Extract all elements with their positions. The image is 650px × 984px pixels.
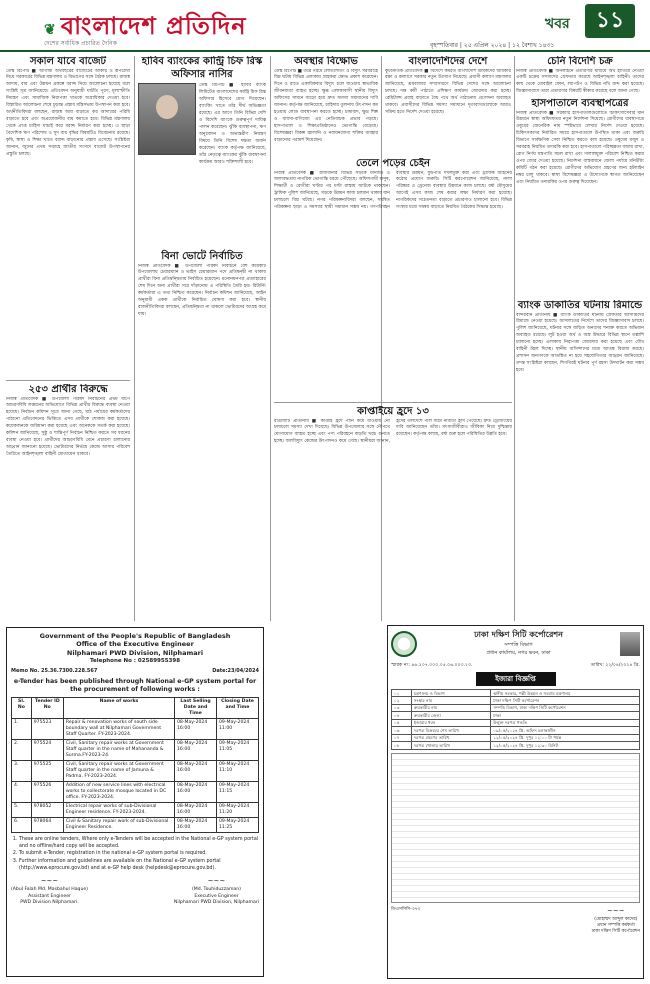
- article-kaptai-column: [274, 406, 512, 621]
- tender-title-office: Office of the Executive Engineer: [76, 640, 194, 649]
- tender-cell: 975525: [31, 761, 63, 782]
- executive-photo: [138, 83, 196, 155]
- tender-signatures: [11, 877, 259, 906]
- tender-cell: 1.: [12, 719, 32, 740]
- section-name: খবর: [545, 16, 570, 32]
- tender-cell: Civil & Sanitary repair work of sub-Divisional Engineer Residence.: [63, 817, 174, 832]
- ad-cell: উন্মুক্ত দরপত্র পদ্ধতি: [491, 719, 640, 726]
- ad-cell: ০৩: [392, 704, 412, 711]
- article-expat-column: [385, 56, 511, 156]
- article-bank-column: [138, 56, 266, 621]
- article-kaptai-body: রাঙামাটি প্রতিনিধি ■ কাপ্তাই হ্রদে পানি কমে যাওয়ায় নৌ চলাচলে সমস্যা দেখা দিয়েছে। বিভিন্ন উপজেলার সঙ্গে নৌপথে যোগাযোগ ব্যাহত হচ্ছে এবং পণ্য পরিবহনে বাড়তি খরচ গুনতে হচ্ছে। জলবিদ্যুৎ কেন্দ্রের উৎপাদনও কমে গেছে। স্থানীয়রা জানান, হ্রদের তলদেশে পলি জমে নাব্যতা হ্রাস পেয়েছে। দ্রুত ড্রেজিংয়ের দাবি জানিয়েছেন তাঁরা। মৎস্যজীবীরাও জীবিকা নিয়ে দুশ্চিন্তায় রয়েছেন। কর্তৃপক্ষ বলছে, বর্ষা শুরু হলে পরিস্থিতির উন্নতি হবে।: [274, 418, 512, 445]
- ad-memo-row: [391, 661, 640, 669]
- ad-cell: ঢাকা দক্ষিণ সিটি কর্পোরেশন: [491, 697, 640, 704]
- ad-cell: ০৫: [392, 719, 412, 726]
- signature-left: [11, 877, 88, 906]
- tender-subtitle: e-Tender has been published through National e-GP system portal for the procurement of following works :: [13, 678, 257, 694]
- headline-unopposed: বিনা ভোটে নির্বাচিত: [161, 251, 243, 262]
- ad-cell: ০৪: [392, 712, 412, 719]
- tender-title-govt: Government of the People's Republic of Bangladesh: [39, 632, 231, 640]
- ad-cell: ঢাকা: [491, 712, 640, 719]
- signatory-name: (Md. Touhiduzzaman): [191, 887, 241, 893]
- article-fraud-body: নিজস্ব প্রতিবেদক ■ অনলাইনে প্রতারণার মাধ্যমে অর্থ হাতিয়ে নেওয়া একটি চক্রের সদস্যদের গ্রেফতার করেছে আইনশৃঙ্খলা বাহিনী। তাদের কাছ থেকে মোবাইল ফোন, ল্যাপটপ ও বিভিন্ন নথি জব্দ করা হয়েছে। জিজ্ঞাসাবাদে তারা প্রতারণার বিষয়টি স্বীকার করেছে বলে জানা গেছে।: [516, 68, 644, 95]
- headline-budget: সকাল যাবে বাজেট: [29, 56, 107, 67]
- ad-organization: ঢাকা দক্ষিণ সিটি কর্পোরেশন: [474, 630, 563, 639]
- tender-date: Date:23/04/2024: [212, 668, 259, 675]
- ad-footer: [391, 907, 640, 935]
- ad-row: [392, 727, 640, 734]
- article-power-body: ডেস্ক রিপোর্ট ■ তীব্র গরমে লোডশেডিং ও বিদ্যুৎ সরবরাহে বিঘ্ন ঘটায় বিভিন্ন এলাকায় গ্রাহকরা ক্ষোভ প্রকাশ করেছেন। দিনে ও রাতে একাধিকবার বিদ্যুৎ চলে যাওয়ায় স্বাভাবিক জীবনযাত্রা ব্যাহত হচ্ছে। ক্ষুব্ধ এলাকাবাসী স্থানীয় বিদ্যুৎ অফিসের সামনে জড়ো হয়ে দ্রুত সমস্যা সমাধানের দাবি জানান। কর্তৃপক্ষ জানিয়েছে, চাহিদার তুলনায় উৎপাদন কম হওয়ায় লোড ব্যবস্থাপনা করতে হচ্ছে। চাষাবাদ, ক্ষুদ্র শিল্প ও ব্যবসা-বাণিজ্যে এর নেতিবাচক প্রভাব পড়ছে। হাসপাতাল ও শিক্ষাপ্রতিষ্ঠানেও ভোগান্তি বেড়েছে। বিশেষজ্ঞরা বিকল্প জ্বালানি ও নবায়নযোগ্য শক্তির ব্যবহার বাড়ানোর পরামর্শ দিয়েছেন।: [274, 68, 378, 144]
- tender-cell: 2.: [12, 740, 32, 761]
- tender-cell: Repair & renovation works of south side boundary wall at Nilphamari Government Staff Quarter. FY-2023-2024.: [63, 719, 174, 740]
- tender-memo-no: Memo No. 25.36.7300.228.567: [11, 668, 98, 675]
- article-expat-body: কূটনৈতিক প্রতিবেদক ■ বিদেশে কর্মরত বাংলাদেশি শ্রমিকদের অধিকার রক্ষা ও কল্যাণে সরকার নতুন উদ্যোগ নিয়েছে। প্রবাসী কল্যাণ মন্ত্রণালয় জানিয়েছে, শ্রমবাজার সম্প্রসারণে বিভিন্ন দেশের সঙ্গে আলোচনা চলছে। দক্ষ কর্মী পাঠাতে প্রশিক্ষণ কার্যক্রম জোরদার করা হচ্ছে। রেমিট্যান্স প্রবাহ বাড়াতে বৈধ পথে অর্থ পাঠানোয় প্রণোদনা অব্যাহত থাকবে। প্রবাসীদের বিভিন্ন সমস্যা সমাধানে দূতাবাসগুলোকে আরও সক্রিয় হতে নির্দেশ দেওয়া হয়েছে।: [385, 68, 511, 116]
- headline-traffic: তেলে পড়ের চেইন: [355, 158, 431, 169]
- ad-title: ইজারা বিজ্ঞপ্তি: [476, 672, 556, 686]
- tender-cell: Civil, Sanitary repair works at Government Staff quarter in the name of Mahananda & Surma.FY-2023-24.: [63, 740, 174, 761]
- tender-cell: Civil, Sanitary repair works at Government Staff quarter in the name of Jamuna & Padma. FY-2023-2024.: [63, 761, 174, 782]
- col-header: Sl. No: [12, 698, 32, 719]
- ad-row: [392, 734, 640, 741]
- ad-table: [391, 689, 640, 750]
- tender-phone: Telephone No : 02589955398: [89, 658, 181, 665]
- article-candidates-body: নিজস্ব প্রতিবেদক ■ উপজেলা পরিষদ নির্বাচনের প্রথম ধাপে আচরণবিধি লঙ্ঘনের অভিযোগে বিভিন্ন প্রার্থীর বিরুদ্ধে ব্যবস্থা নেওয়া হয়েছে। নির্বাচন কমিশন সূত্রে জানা গেছে, মাঠ পর্যায়ের কর্মকর্তাদের পাঠানো প্রতিবেদনের ভিত্তিতে এসব প্রার্থীকে শোকজ করা হয়েছে। কয়েকজনকে জরিমানা করা হয়েছে এবং অনেককে সতর্ক করা হয়েছে। কমিশন জানিয়েছে, সুষ্ঠু ও শান্তিপূর্ণ নির্বাচন নিশ্চিত করতে সব ধরনের ব্যবস্থা নেওয়া হবে। প্রার্থীদের আচরণবিধি মেনে প্রচারণা চালানোর আহ্বান জানানো হয়েছে। ভোটারদের নির্ভয়ে কেন্দ্রে আসার পরিবেশ তৈরিতে আইনশৃঙ্খলা বাহিনী মোতায়েন থাকবে।: [6, 396, 130, 458]
- article-bank-crime-column: [516, 300, 644, 620]
- tender-cell: Addition of new service lines with electrical works to collectorate mosque located in DC office. FY-2023-2024.: [63, 782, 174, 803]
- headline-expat: বাংলাদেশিদের দেশে: [408, 56, 488, 67]
- lease-notice-ad: [387, 625, 644, 979]
- tender-cell: 4.: [12, 782, 32, 803]
- ad-code: ডিএসসিসি-৩৭৩: [391, 906, 421, 912]
- column-divider: [270, 56, 271, 621]
- ad-row: [392, 697, 640, 704]
- tender-title-division: Nilphamari PWD Division, Nilphamari: [66, 648, 204, 657]
- signature-scribble: ~~~: [207, 877, 226, 886]
- tender-cell: 08-May-2024 16:00: [175, 719, 217, 740]
- newspaper-logo: ❦ বাংলাদেশ প্রতিদিন: [44, 11, 247, 40]
- section-divider: [274, 402, 512, 403]
- article-unopposed-body: নিজস্ব প্রতিবেদক ■ উপজেলা পরিষদ নির্বাচনে বেশ কয়েকটি উপজেলায় চেয়ারম্যান ও ভাইস চেয়ারম্যান পদে প্রতিদ্বন্দ্বী না থাকায় প্রার্থীরা বিনা প্রতিদ্বন্দ্বিতায় নির্বাচিত হয়েছেন। মনোনয়নপত্র প্রত্যাহারের শেষ দিনে অন্য প্রার্থীরা সরে দাঁড়ানোয় এ পরিস্থিতি তৈরি হয়। রিটার্নিং কর্মকর্তারা এ তথ্য নিশ্চিত করেছেন। নির্বাচন কমিশন জানিয়েছে, আইন অনুযায়ী একক প্রার্থীকে নির্বাচিত ঘোষণা করা হবে। স্থানীয় রাজনীতিবিদরা বলছেন, প্রতিদ্বন্দ্বিতা না থাকলে ভোটারদের আগ্রহ কমে যায়।: [138, 263, 266, 318]
- ad-signatory-name: (মোহাম্মদ আব্দুল কাদের): [594, 916, 638, 922]
- tender-cell: 09-May-2024 11:25: [216, 817, 258, 832]
- tender-cell: 3.: [12, 761, 32, 782]
- ad-header: [391, 629, 640, 658]
- ad-signatory-org: ঢাকা দক্ষিণ সিটি কর্পোরেশন: [591, 928, 640, 934]
- article-bank-body: ডেস্ক রিপোর্ট ■ হাবিব ব্যাংক লিমিটেড বাংলাদেশের কান্ট্রি চিফ রিস্ক অফিসার হিসেবে যোগ দিয়েছেন। ব্যাংকিং খাতে তাঁর দীর্ঘ অভিজ্ঞতা রয়েছে। এর আগে তিনি বিভিন্ন দেশি ও বিদেশি ব্যাংকে গুরুত্বপূর্ণ দায়িত্ব পালন করেছেন। ঝুঁকি ব্যবস্থাপনা, ঋণ অনুমোদন ও অভ্যন্তরীণ নিয়ন্ত্রণ বিষয়ে তিনি বিশেষ দক্ষতা অর্জন করেছেন। ব্যাংক কর্তৃপক্ষ জানিয়েছে, তাঁর নেতৃত্বে ব্যাংকের ঝুঁকি ব্যবস্থাপনা কার্যক্রম আরও শক্তিশালী হবে।: [199, 83, 266, 165]
- ad-row: [392, 712, 640, 719]
- tender-cell: 08-May-2024 16:00: [175, 802, 217, 817]
- tender-cell: 09-May-2024 11:00: [216, 719, 258, 740]
- ad-schedule-table: [391, 753, 640, 903]
- portrait-photo: [620, 632, 640, 656]
- tender-cell: 08-May-2024 16:00: [175, 740, 217, 761]
- article-traffic-column: [274, 158, 512, 398]
- tender-cell: 5.: [12, 802, 32, 817]
- tender-cell: 09-May-2024 11:05: [216, 740, 258, 761]
- ad-cell: ০২: [392, 697, 412, 704]
- ad-cell: দরপত্র গ্রহণের তারিখ: [411, 734, 490, 741]
- headline-bank: হাবিব ব্যাংকের কান্ট্রি চিফ রিস্ক অফিসার নাসির: [141, 56, 263, 80]
- tender-row: [12, 817, 259, 832]
- signatory-title: Assistant Engineer: [28, 893, 71, 899]
- ad-row: [392, 704, 640, 711]
- article-bank-crime-body: বান্দরবান প্রতিনিধি ■ ব্যাংক ডাকাতির ঘটনায় গ্রেফতার আসামিদের রিমান্ডে নেওয়া হয়েছে। আদালতের নির্দেশে তাদের জিজ্ঞাসাবাদ চলছে। পুলিশ জানিয়েছে, ঘটনার সঙ্গে জড়িত অন্যদের শনাক্ত করতে অভিযান অব্যাহত রয়েছে। লুট হওয়া অর্থ ও অস্ত্র উদ্ধারে বিভিন্ন স্থানে তল্লাশি চালানো হচ্ছে। এলাকায় নিরাপত্তা জোরদার করা হয়েছে এবং যৌথ বাহিনী টহল দিচ্ছে। স্থানীয় বাসিন্দাদের মধ্যে আতঙ্ক বিরাজ করছে। প্রশাসন জনগণকে আতঙ্কিত না হয়ে সহযোগিতার আহ্বান জানিয়েছে। তদন্ত সংশ্লিষ্টরা বলছেন, শিগগিরই ঘটনার পূর্ণ রহস্য উদঘাটন করা সম্ভব হবে।: [516, 312, 644, 374]
- ad-row: [392, 690, 640, 697]
- tender-notes: [11, 837, 259, 873]
- headline-fraud: চেনি বিদেশি চক্র: [547, 56, 613, 67]
- ad-cell: দরপত্র বিক্রয়ের শেষ তারিখ: [411, 727, 490, 734]
- page-number: ১১: [585, 4, 635, 38]
- column-divider: [134, 56, 135, 621]
- ad-cell: ক্রয়কারীর নাম: [411, 704, 490, 711]
- ad-department: সম্পত্তি বিভাগ: [504, 642, 533, 648]
- tender-cell: Electrical repair works of sub-Divisional Engineer residence. FY-2023-2024.: [63, 802, 174, 817]
- tender-cell: 08-May-2024 16:00: [175, 782, 217, 803]
- col-header: Closing Date and Time: [216, 698, 258, 719]
- headline-power: অবস্থার বিক্ষোভ: [294, 56, 358, 67]
- ad-address: প্রধান কার্যালয়, নগর ভবন, ঢাকা: [486, 650, 551, 656]
- col-header: Last Selling Date and Time: [175, 698, 217, 719]
- tender-cell: 978064: [31, 817, 63, 832]
- col-header: Name of works: [63, 698, 174, 719]
- tender-note: 1. These are online tenders, Where only e-Tenders will be accepted in the National e-GP system portal and no offline/hard copy will be accepted.: [19, 837, 259, 850]
- ad-cell: ০৮: [392, 742, 412, 749]
- ad-cell: মন্ত্রণালয় ও বিভাগ: [411, 690, 490, 697]
- ad-row: [392, 742, 640, 749]
- tender-cell: 08-May-2024 16:00: [175, 761, 217, 782]
- ad-cell: ০৯/০৫/২০২৪ খ্রি. অফিস চলাকালীন: [491, 727, 640, 734]
- signatory-office: PWD Division Nilphamari.: [20, 899, 79, 905]
- ad-cell: ১২/০৫/২০২৪ খ্রি. দুপুর ১২:৩০ মিনিট: [491, 742, 640, 749]
- tender-memo-row: [11, 668, 259, 674]
- tender-row: [12, 802, 259, 817]
- ad-cell: দরপত্র খোলার তারিখ: [411, 742, 490, 749]
- tender-note: 2. To submit e-Tender, registration in the national e-GP system portal is required.: [19, 851, 259, 858]
- tender-cell: 09-May-2024 11:10: [216, 761, 258, 782]
- article-hospital-column: [516, 98, 644, 298]
- headline-hospital: হাসপাতালে ব্যবস্থাপত্রের: [531, 98, 629, 109]
- article-traffic-body: নিজস্ব প্রতিবেদক ■ রাজধানীর বিভিন্ন সড়কে যানজট ও জলাবদ্ধতায় নাগরিক ভোগান্তি চরমে পৌঁছেছে। অফিসগামী মানুষ, শিক্ষার্থী ও রোগীরা ঘণ্টার পর ঘণ্টা রাস্তায় আটকে থাকছেন। ট্রাফিক পুলিশ জানিয়েছে, সড়কে উন্নয়ন কাজ চলমান থাকায় যান চলাচলে বিঘ্ন ঘটছে। নগর পরিকল্পনাবিদরা বলছেন, সমন্বিত পরিকল্পনা ছাড়া এ সমস্যার স্থায়ী সমাধান সম্ভব নয়। গণপরিবহন ব্যবস্থার উন্নয়ন, ফুটপাত দখলমুক্ত করা এবং ট্রাফিক আইনের কঠোর প্রয়োগ জরুরি। সিটি করপোরেশন জানিয়েছে, নালা পরিষ্কার ও ড্রেনেজ ব্যবস্থার উন্নয়নে কাজ চলছে। বর্ষা মৌসুমের আগেই এসব কাজ শেষ করার লক্ষ্য নির্ধারণ করা হয়েছে। নাগরিকদের সচেতনতা বাড়াতে প্রচারণাও চালানো হবে। বিভিন্ন সংস্থার মধ্যে সমন্বয় বাড়াতে নিয়মিত বৈঠকের সিদ্ধান্ত হয়েছে।: [274, 170, 512, 211]
- headline-kaptai: কাপ্তাইয়ে হ্রদে ১৩: [357, 406, 429, 417]
- ad-cell: ০৬: [392, 727, 412, 734]
- dateline: বৃহস্পতিবার | ২৫ এপ্রিল ২০২৪ | ১২ বৈশাখ ১৪৩১: [430, 42, 555, 49]
- ad-cell: স্থানীয় সরকার, পল্লী উন্নয়ন ও সমবায় মন্ত্রণালয়: [491, 690, 640, 697]
- signatory-name: (Abul Falah Md. Masbahul Haque): [11, 887, 88, 893]
- signatory-office: Nilphamari PWD Division, Nilphamari: [173, 899, 259, 905]
- column-divider: [514, 56, 515, 621]
- tender-cell: 975523: [31, 719, 63, 740]
- ad-cell: ইজারার ধরন: [411, 719, 490, 726]
- ad-date: তারিখ: ২২/০৪/২০২৪ খ্রি.: [590, 663, 640, 668]
- ad-cell: ০৭: [392, 734, 412, 741]
- ad-signature: [592, 907, 640, 935]
- signature-scribble: ~~~: [607, 906, 625, 915]
- tender-table: [11, 697, 259, 832]
- ad-cell: সংস্থার নাম: [411, 697, 490, 704]
- tender-cell: 975524: [31, 740, 63, 761]
- signatory-title: Executive Engineer: [194, 893, 239, 899]
- section-divider: [6, 380, 130, 381]
- tagline: দেশের সর্বাধিক প্রচারিত দৈনিক: [44, 40, 117, 47]
- ad-cell: ০১: [392, 690, 412, 697]
- tender-row: [12, 761, 259, 782]
- tender-cell: 08-May-2024 16:00: [175, 817, 217, 832]
- signature-scribble: ~~~: [40, 877, 59, 886]
- signature-right: [174, 877, 259, 906]
- tender-cell: 978052: [31, 802, 63, 817]
- tender-row: [12, 782, 259, 803]
- city-corporation-seal-icon: [391, 631, 417, 657]
- article-hospital-body: নিজস্ব প্রতিবেদক ■ সরকারি হাসপাতালগুলোতে চিকিৎসাসেবার মান উন্নয়নে স্বাস্থ্য অধিদফতর নতুন নির্দেশনা দিয়েছে। রোগীদের ব্যবস্থাপত্রে ওষুধের জেনেরিক নাম স্পষ্টভাবে লেখার নির্দেশ দেওয়া হয়েছে। চিকিৎসকদের নির্ধারিত সময়ে হাসপাতালে উপস্থিত থাকা এবং জরুরি বিভাগে সার্বক্ষণিক সেবা নিশ্চিত করতে বলা হয়েছে। ওষুধের মজুদ ও সরবরাহ নিয়মিত তদারকি করা হবে। হাসপাতালে পরিচ্ছন্নতা বজায় রাখা, রোগ নির্ণয় যন্ত্রপাতি সচল রাখা এবং দালালমুক্ত পরিবেশ নিশ্চিত করার ওপর জোর দেওয়া হয়েছে। নির্দেশনা বাস্তবায়নে জেলা পর্যায়ে মনিটরিং কমিটি গঠন করা হয়েছে। রোগীদের অভিযোগ গ্রহণের জন্য হটলাইন নম্বর চালু থাকবে। স্বাস্থ্য বিশেষজ্ঞরা এ উদ্যোগকে স্বাগত জানিয়েছেন এবং নিয়মিত তদারকির ওপর গুরুত্ব দিয়েছেন।: [516, 110, 644, 186]
- ad-row: [392, 719, 640, 726]
- col-header: Tender ID No: [31, 698, 63, 719]
- article-budget-body: ডেস্ক রিপোর্ট ■ আগামী অর্থবছরের বাজেটের আকার ও রূপরেখা নিয়ে সরকারের বিভিন্ন মন্ত্রণালয় ও বিভাগের সঙ্গে বৈঠক চলছে। রাজস্ব আদায়, ব্যয় এবং উন্নয়ন প্রকল্পে বরাদ্দ নিয়ে আলোচনা হয়েছে বলে সংশ্লিষ্ট সূত্র জানিয়েছে। প্রতিবেদন অনুযায়ী ঘাটতি পূরণ, মূল্যস্ফীতি নিয়ন্ত্রণ এবং সামাজিক নিরাপত্তা খাতকে অগ্রাধিকার দেওয়া হবে। বিস্তারিত আলোচনা শেষে চূড়ান্ত প্রস্তাব মন্ত্রিসভায় উপস্থাপন করা হবে। অর্থনীতিবিদরা বলছেন, রাজস্ব আয় বাড়াতে কর আদায়ের পরিধি বাড়াতে হবে এবং অপ্রয়োজনীয় ব্যয় কমাতে হবে। বিভিন্ন মন্ত্রণালয় থেকে প্রাপ্ত চাহিদা যাচাই করে বরাদ্দ নির্ধারণ করা হচ্ছে। এ ছাড়া বৈদেশিক ঋণ পরিশোধ ও সুদ ব্যয় বৃদ্ধির বিষয়টিও বিবেচনায় রয়েছে। কৃষি, স্বাস্থ্য ও শিক্ষা খাতে বরাদ্দ বাড়ানোর প্রস্তাব এসেছে। সংশ্লিষ্টরা জানান, জুনের প্রথম সপ্তাহে জাতীয় সংসদে বাজেট উপস্থাপনের প্রস্তুতি চলছে।: [6, 68, 130, 158]
- ad-memo-no: স্মারক নং: ৪৬.২০৭.০০০.০৫.০৬.০০৩.২৩.: [391, 663, 473, 668]
- ad-cell: সম্পত্তি বিভাগ, ঢাকা দক্ষিণ সিটি কর্পোরেশন: [491, 704, 640, 711]
- tender-notice: [6, 627, 264, 977]
- tender-cell: 975526: [31, 782, 63, 803]
- ad-signatory-title: প্রধান সম্পত্তি কর্মকর্তা: [596, 922, 635, 928]
- article-candidates-column: [6, 384, 130, 620]
- ad-cell: ১২/০৫/২০২৪ খ্রি. দুপুর ১২:০০ টা পর্যন্ত: [491, 734, 640, 741]
- masthead: [0, 0, 650, 52]
- tender-row: [12, 719, 259, 740]
- tender-cell: 09-May-2024 11:15: [216, 782, 258, 803]
- tender-cell: 09-May-2024 11:20: [216, 802, 258, 817]
- headline-bank-crime: ব্যাংক ডাকাতির ঘটনায় রিমান্ডে: [517, 300, 643, 311]
- tender-cell: 6.: [12, 817, 32, 832]
- tender-row: [12, 740, 259, 761]
- article-fraud-column: [516, 56, 644, 96]
- tender-note: 3. Further information and guidelines are available on the National e-GP system portal (http://www.eprocure.gov.bd) and at e-GP help desk (helpdesk@eprocure.gov.bd).: [19, 859, 259, 872]
- headline-candidates: ২৫৩ প্রার্থীর বিরুদ্ধে: [28, 384, 108, 395]
- ad-cell: ক্রয়কারীর জেলা: [411, 712, 490, 719]
